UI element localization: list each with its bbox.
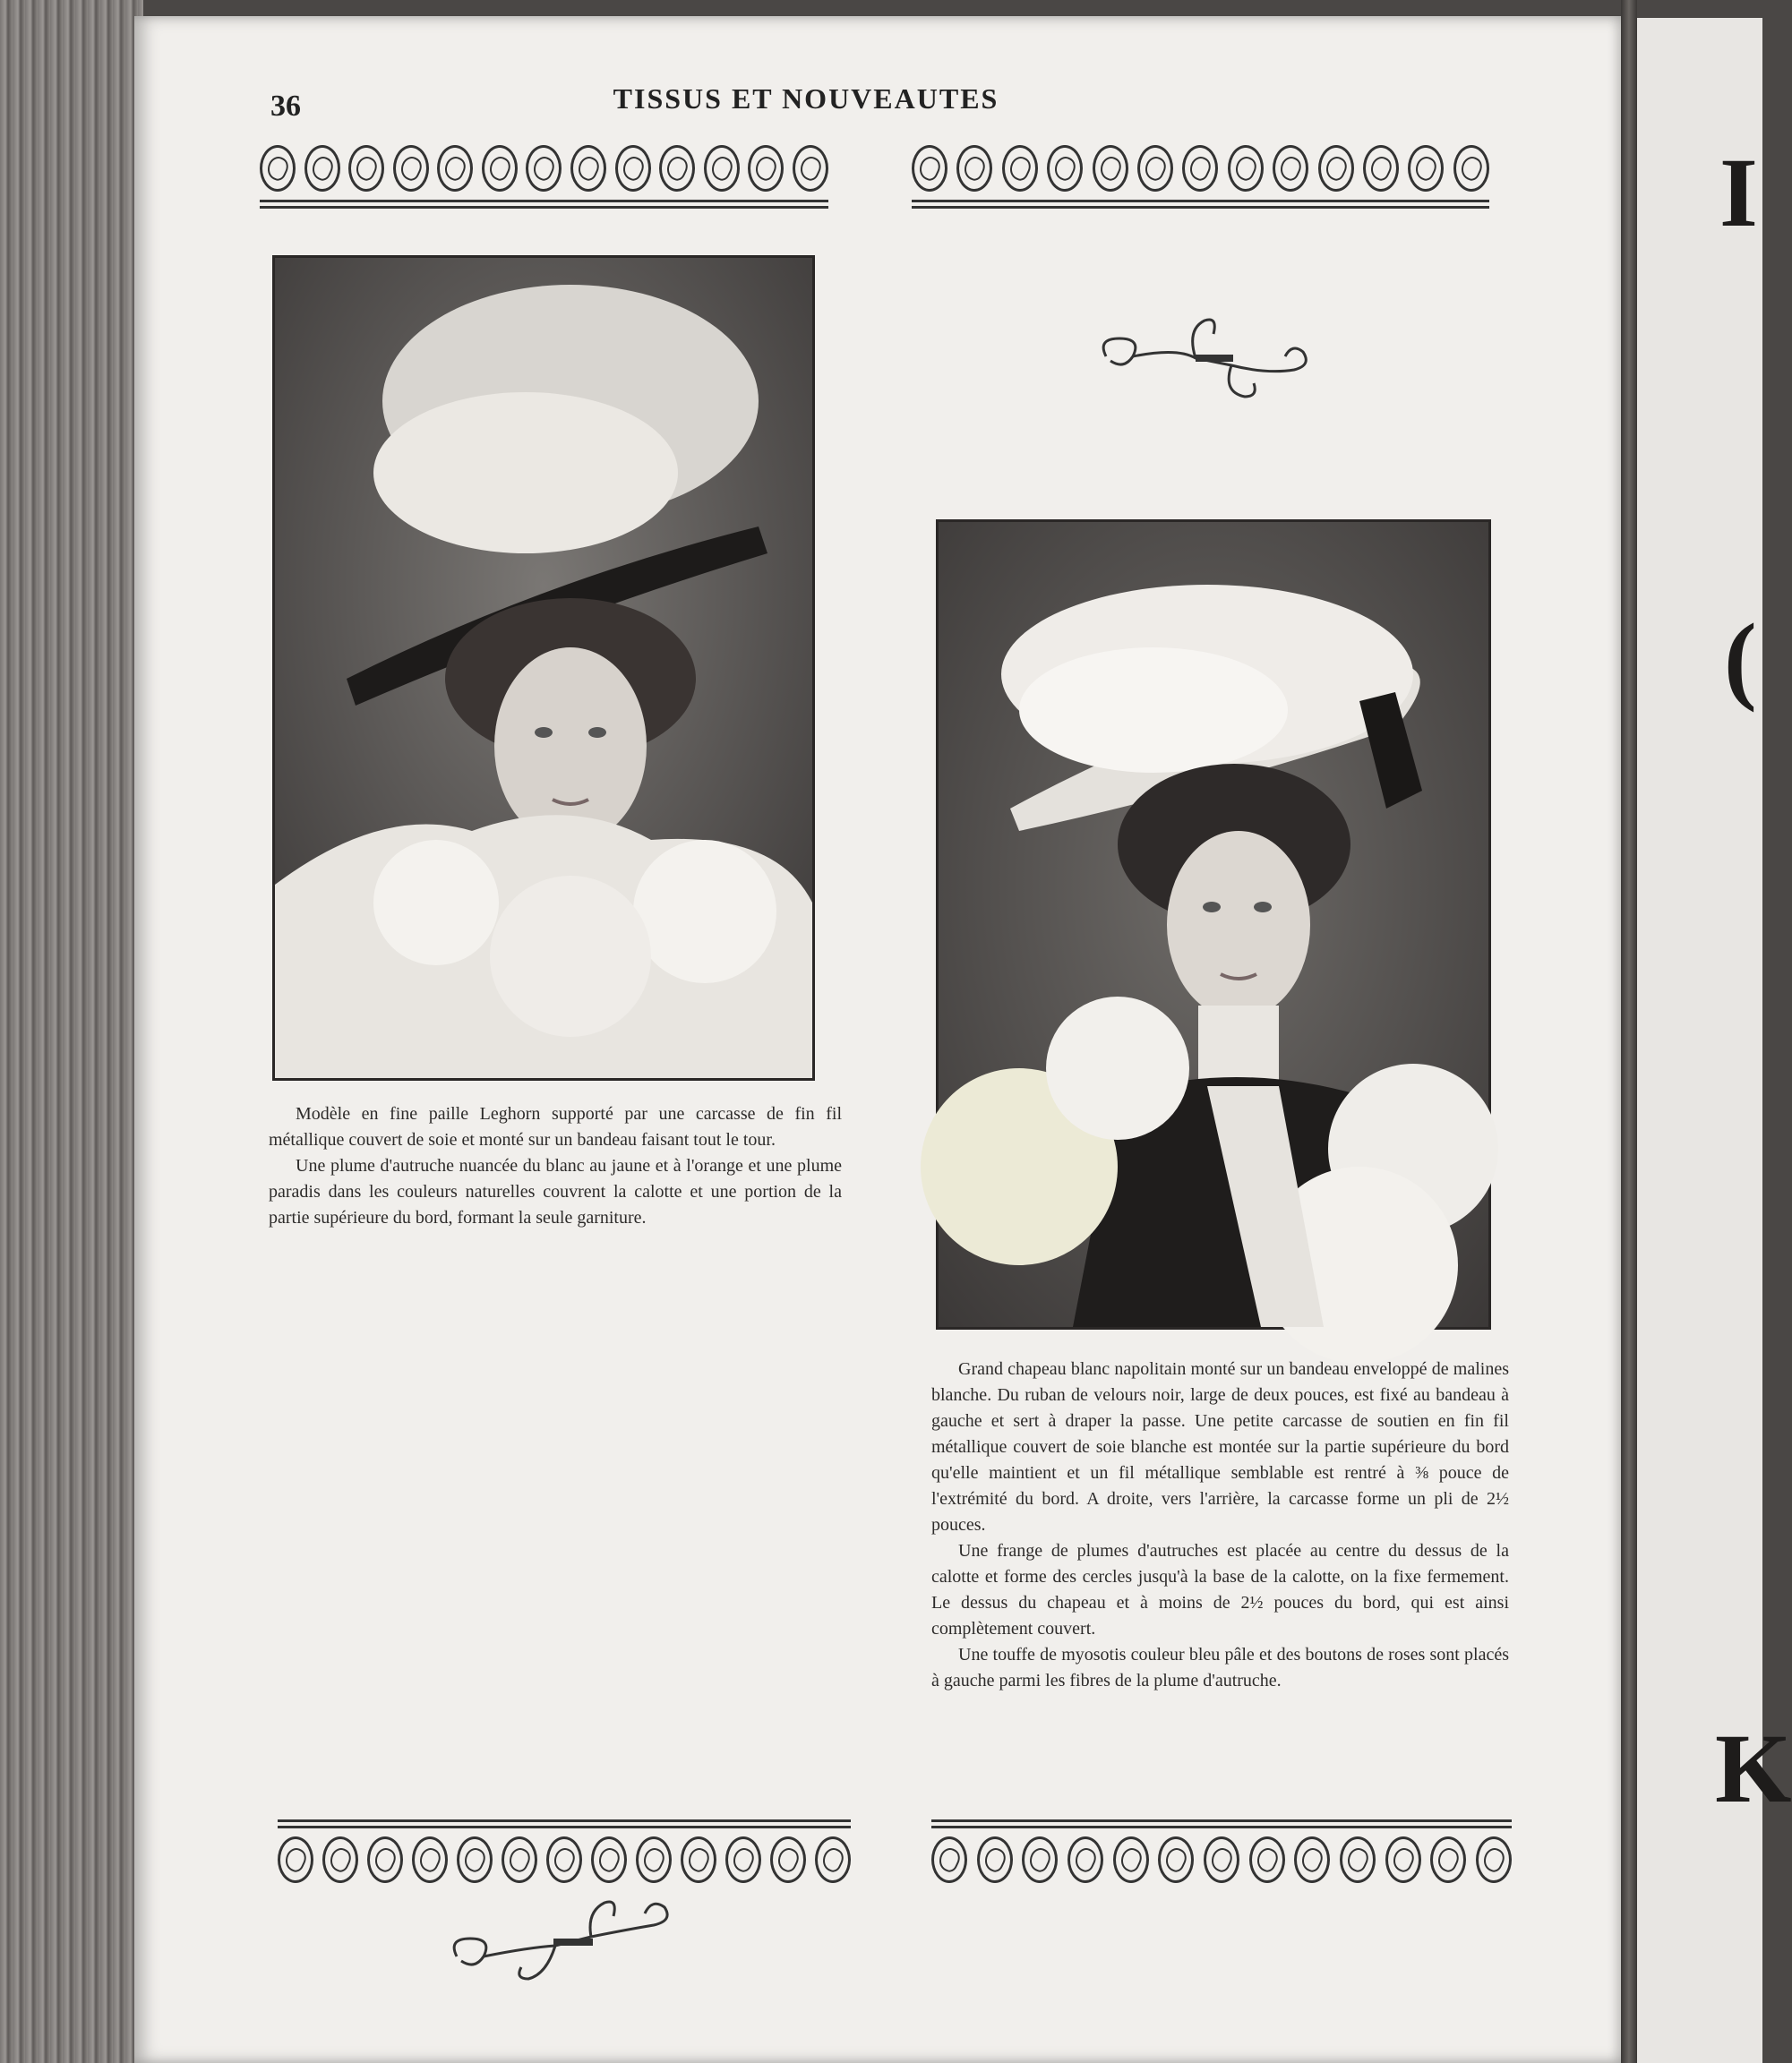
oval-ornament-icon (502, 1836, 537, 1883)
bottom-left-border-ornament (278, 1818, 851, 1889)
oval-ornament-icon (912, 145, 947, 192)
facing-page-letter-3: K (1715, 1714, 1792, 1823)
oval-ornament-icon (1228, 145, 1264, 192)
bottom-right-border-ornament (931, 1818, 1512, 1889)
left-hat-photo (272, 255, 815, 1081)
oval-ornament-icon (482, 145, 518, 192)
oval-ornament-icon (1453, 145, 1489, 192)
oval-ornament-icon (1273, 145, 1308, 192)
left-caption-paragraph-1: Modèle en fine paille Leghorn supporté par une carcasse de fin fil métallique couvert de soie et monté sur un bandeau faisant tout le tour. (269, 1104, 842, 1150)
oval-ornament-icon (546, 1836, 582, 1883)
oval-ornament-icon (1002, 145, 1038, 192)
oval-ornament-icon (304, 145, 340, 192)
left-caption-paragraph-2: Une plume d'autruche nuancée du blanc au jaune et à l'orange et une plume paradis dans les couleurs naturelles couvrent la calotte et une portion de la partie supérieure du bord, formant la seule garniture. (269, 1156, 842, 1228)
oval-ornament-icon (770, 1836, 806, 1883)
oval-ornament-icon (1093, 145, 1128, 192)
oval-ornament-icon (437, 145, 473, 192)
oval-ornament-icon (1022, 1836, 1058, 1883)
oval-ornament-icon (570, 145, 606, 192)
oval-ornament-icon (1318, 145, 1354, 192)
oval-ornament-icon (1113, 1836, 1149, 1883)
flourish-ornament-icon (439, 1885, 681, 1992)
oval-ornament-icon (636, 1836, 672, 1883)
oval-ornament-icon (748, 145, 784, 192)
book-gutter (1621, 0, 1637, 2063)
oval-ornament-icon (367, 1836, 403, 1883)
portrait-photo-icon (275, 258, 812, 1078)
oval-ornament-icon (793, 145, 828, 192)
flourish-ornament-icon (1088, 303, 1321, 410)
oval-ornament-icon (393, 145, 429, 192)
oval-ornament-icon (1363, 145, 1399, 192)
oval-ornament-icon (615, 145, 651, 192)
oval-ornament-icon (725, 1836, 761, 1883)
oval-ornament-icon (815, 1836, 851, 1883)
oval-ornament-icon (1204, 1836, 1239, 1883)
right-caption-paragraph-2: Une frange de plumes d'autruches est placée au centre du dessus de la calotte et forme des cercles jusqu'à la base de la calotte, on la fixe fermement. Le dessus du chapeau et à moins de 2½ pouces du bord, qui est ainsi complètement couvert. (931, 1541, 1509, 1639)
oval-ornament-icon (1137, 145, 1173, 192)
top-left-border-ornament (260, 139, 828, 210)
right-caption-paragraph-3: Une touffe de myosotis couleur bleu pâle et des boutons de roses sont placés à gauche parmi les fibres de la plume d'autruche. (931, 1645, 1509, 1691)
oval-ornament-icon (659, 145, 695, 192)
oval-ornament-icon (1294, 1836, 1330, 1883)
oval-ornament-icon (1249, 1836, 1285, 1883)
oval-ornament-icon (1476, 1836, 1512, 1883)
portrait-photo-icon (939, 522, 1488, 1327)
book-page-stack (0, 0, 143, 2063)
oval-ornament-icon (681, 1836, 716, 1883)
oval-ornament-icon (348, 145, 384, 192)
left-caption (269, 1101, 842, 1231)
oval-ornament-icon (704, 145, 740, 192)
running-title: TISSUS ET NOUVEAUTES (613, 82, 999, 115)
oval-ornament-icon (1340, 1836, 1376, 1883)
oval-ornament-icon (1408, 145, 1444, 192)
top-right-border-ornament (912, 139, 1489, 210)
oval-ornament-icon (457, 1836, 493, 1883)
oval-ornament-icon (260, 145, 296, 192)
facing-page-letter-1: I (1719, 138, 1758, 247)
oval-ornament-icon (278, 1836, 313, 1883)
oval-ornament-icon (956, 145, 992, 192)
facing-page-letter-2: ( (1724, 603, 1757, 713)
right-caption-paragraph-1: Grand chapeau blanc napolitain monté sur un bandeau enveloppé de malines blanche. Du ruban de velours noir, large de deux pouces, est fixé au bandeau à gauche et sert à draper la passe. Une petite carcasse de soutien en fin fil métallique couvert de soie blanche est montée sur la partie supérieure du bord qu'elle maintient et un fil métallique semblable est rentré à ⅜ pouce de l'extrémité du bord. A droite, vers l'arrière, la carcasse forme un pli de 2½ pouces. (931, 1359, 1509, 1535)
oval-ornament-icon (591, 1836, 627, 1883)
oval-ornament-icon (1182, 145, 1218, 192)
oval-ornament-icon (1047, 145, 1083, 192)
oval-ornament-icon (1067, 1836, 1103, 1883)
oval-ornament-icon (931, 1836, 967, 1883)
right-hat-photo (936, 519, 1491, 1330)
oval-ornament-icon (1385, 1836, 1421, 1883)
oval-ornament-icon (322, 1836, 358, 1883)
oval-ornament-icon (526, 145, 562, 192)
oval-ornament-icon (977, 1836, 1013, 1883)
oval-ornament-icon (412, 1836, 448, 1883)
oval-ornament-icon (1430, 1836, 1466, 1883)
right-caption (931, 1357, 1509, 1694)
oval-ornament-icon (1158, 1836, 1194, 1883)
page-number: 36 (270, 90, 301, 123)
